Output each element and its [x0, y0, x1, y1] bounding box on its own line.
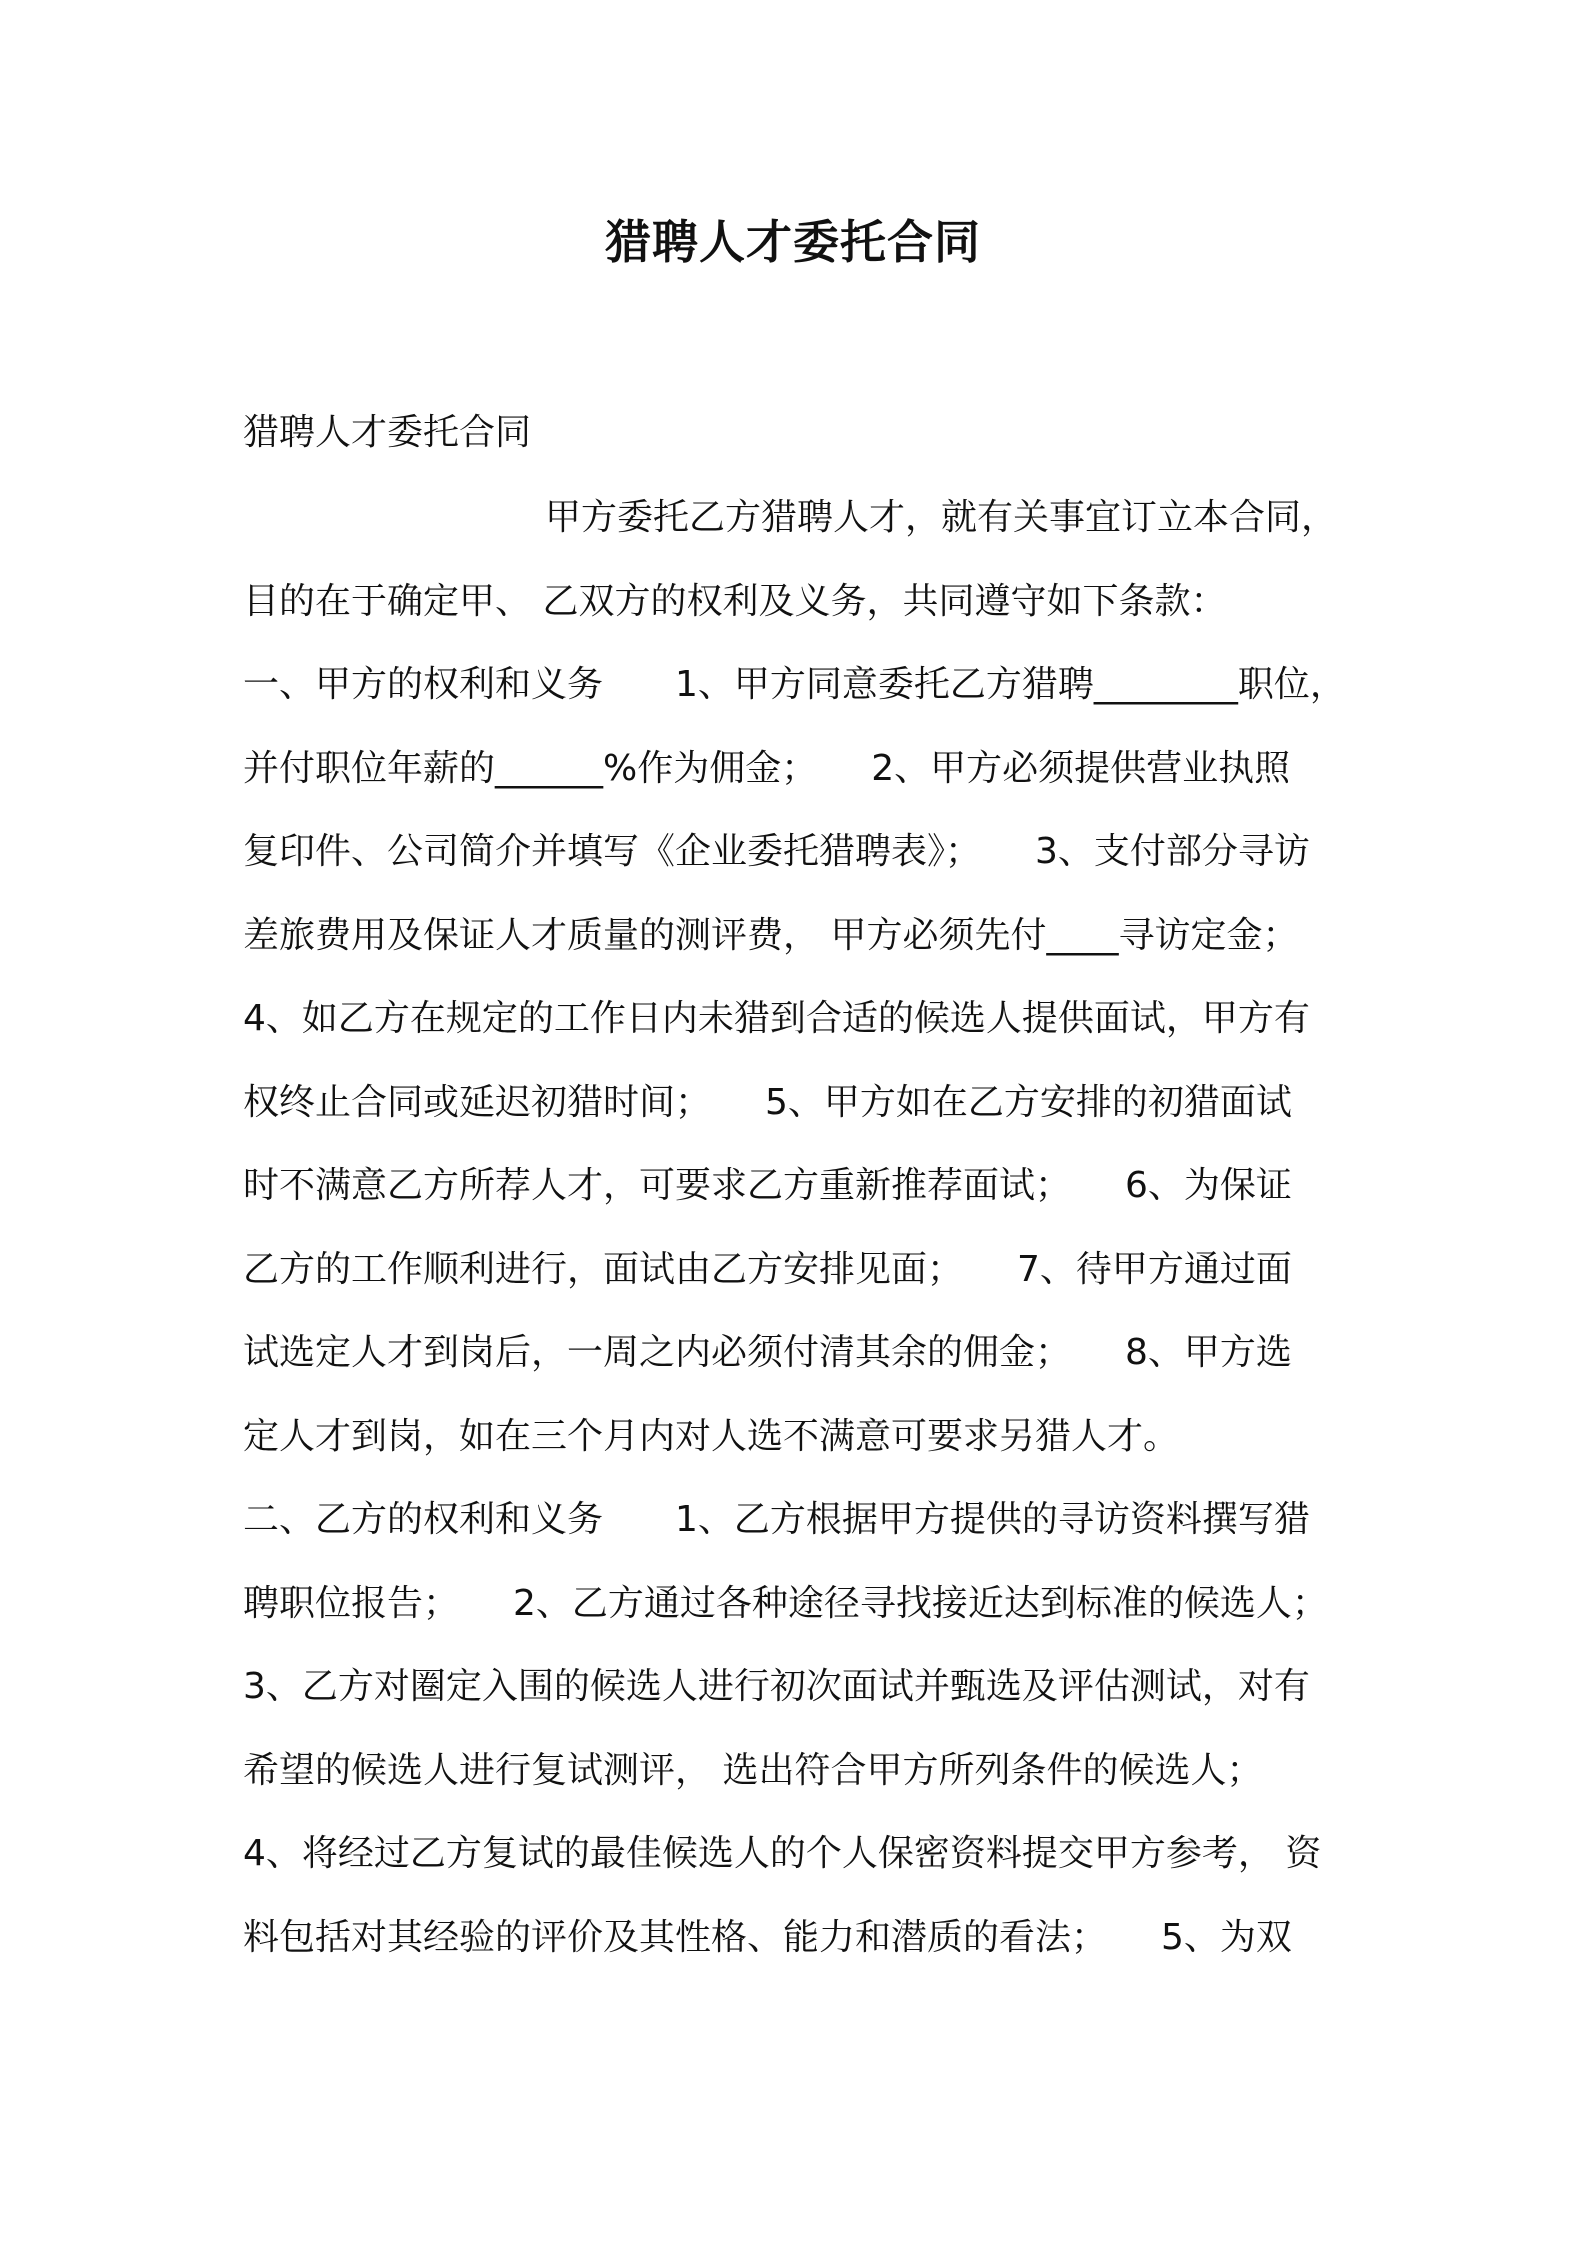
body-line: 时不满意乙方所荐人才，可要求乙方重新推荐面试； 6、为保证 — [243, 1165, 1292, 1206]
body-line: 乙方的工作顺利进行，面试由乙方安排见面； 7、待甲方通过面 — [243, 1248, 1292, 1290]
body-line: 目的在于确定甲、 乙双方的权利及义务，共同遵守如下条款： — [243, 580, 1227, 622]
body-line: 3、乙方对圈定入围的候选人进行初次面试并甄选及评估测试，对有 — [243, 1666, 1310, 1707]
body-line: 权终止合同或延迟初猎时间； 5、甲方如在乙方安排的初猎面试 — [243, 1081, 1292, 1123]
body-line: 定人才到岗，如在三个月内对人选不满意可要求另猎人才。 — [243, 1415, 1180, 1457]
body-line: 一、甲方的权利和义务 1、甲方同意委托乙方猎聘________职位， — [243, 664, 1346, 705]
body-line: 试选定人才到岗后，一周之内必须付清其余的佣金； 8、甲方选 — [243, 1332, 1292, 1373]
document-body — [243, 488, 1373, 1991]
body-line: 聘职位报告； 2、乙方通过各种途径寻找接近达到标准的候选人； — [243, 1582, 1328, 1624]
document-title: 猎聘人才委托合同 — [605, 215, 981, 269]
body-line: 并付职位年薪的______%作为佣金； 2、甲方必须提供营业执照 — [243, 747, 1291, 789]
body-line: 4、如乙方在规定的工作日内未猎到合适的候选人提供面试，甲方有 — [243, 998, 1310, 1039]
body-line: 希望的候选人进行复试测评， 选出符合甲方所列条件的候选人； — [243, 1749, 1263, 1791]
document-subtitle: 猎聘人才委托合同 — [243, 412, 532, 453]
body-line: 4、将经过乙方复试的最佳候选人的个人保密资料提交甲方参考， 资 — [243, 1833, 1322, 1874]
body-line: 二、乙方的权利和义务 1、乙方根据甲方提供的寻访资料撰写猎 — [243, 1499, 1310, 1540]
body-line: 差旅费用及保证人才质量的测评费， 甲方必须先付____寻访定金； — [243, 914, 1299, 956]
body-line: 料包括对其经验的评价及其性格、能力和潜质的看法； 5、为双 — [243, 1916, 1292, 1958]
body-line: 甲方委托乙方猎聘人才，就有关事宜订立本合同， — [545, 497, 1338, 538]
body-line: 复印件、公司简介并填写《企业委托猎聘表》； 3、支付部分寻访 — [243, 831, 1310, 872]
